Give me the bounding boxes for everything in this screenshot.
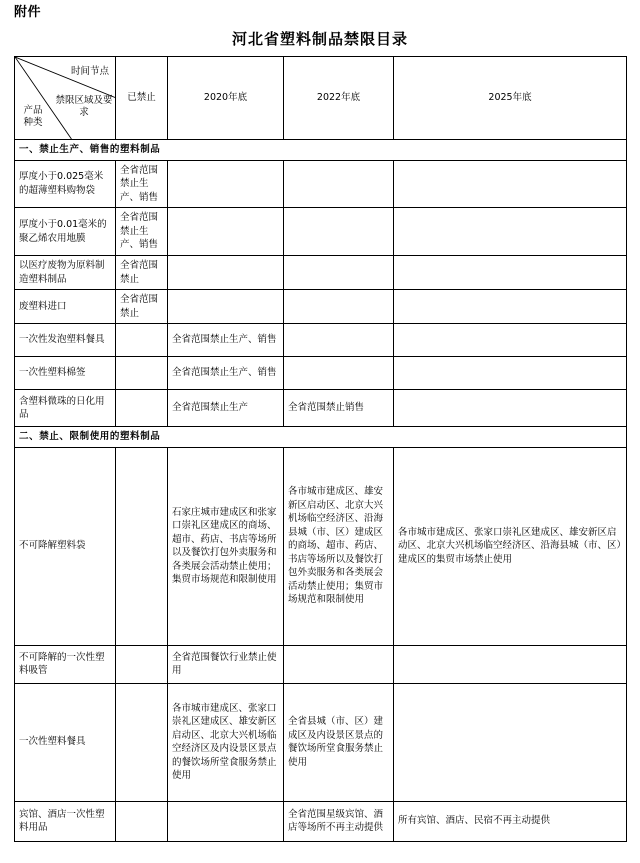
corner-header-cell — [15, 57, 116, 140]
cell-2020 — [168, 256, 284, 290]
cell-2022 — [284, 357, 394, 390]
table-row — [15, 160, 627, 208]
cell-banned — [116, 390, 168, 427]
column-header-2022: 2022年底 — [284, 57, 394, 140]
product-name: 一次性发泡塑料餐具 — [15, 324, 116, 357]
cell-2022: 全省范围星级宾馆、酒店等场所不再主动提供 — [284, 801, 394, 841]
plastic-restriction-table — [14, 56, 627, 842]
cell-2022: 全省县城（市、区）建成区及内设景区景点的餐饮场所堂食服务禁止使用 — [284, 683, 394, 801]
table-row — [15, 290, 627, 324]
cell-2020 — [168, 160, 284, 208]
cell-2022 — [284, 208, 394, 256]
cell-2020: 石家庄城市建成区和张家口崇礼区建成区的商场、超市、药店、书店等场所以及餐饮打包外卖服务和各类展会活动禁止使用；集贸市场规范和限制使用 — [168, 447, 284, 645]
section-heading-row — [15, 427, 627, 448]
cell-2022 — [284, 290, 394, 324]
cell-2022 — [284, 256, 394, 290]
cell-2022: 全省范围禁止销售 — [284, 390, 394, 427]
cell-2022 — [284, 645, 394, 683]
cell-2022: 各市城市建成区、雄安新区启动区、北京大兴机场临空经济区、沿海县城（市、区）建成区的商场、超市、药店、书店等场所以及餐饮打包外卖服务和各类展会活动禁止使用；集贸市场规范和限制使用 — [284, 447, 394, 645]
section-1-heading: 一、禁止生产、销售的塑料制品 — [15, 140, 627, 161]
table-row — [15, 645, 627, 683]
section-heading-row — [15, 140, 627, 161]
cell-2022 — [284, 324, 394, 357]
product-name: 含塑料微珠的日化用品 — [15, 390, 116, 427]
column-header-2025: 2025年底 — [394, 57, 627, 140]
product-name: 不可降解塑料袋 — [15, 447, 116, 645]
cell-2020: 各市城市建成区、张家口崇礼区建成区、雄安新区启动区、北京大兴机场临空经济区及内设景区景点的餐饮场所堂食服务禁止使用 — [168, 683, 284, 801]
cell-banned — [116, 324, 168, 357]
product-name: 一次性塑料餐具 — [15, 683, 116, 801]
cell-banned: 全省范围禁止生产、销售 — [116, 160, 168, 208]
table-row — [15, 357, 627, 390]
column-header-banned: 已禁止 — [116, 57, 168, 140]
attachment-label: 附件 — [14, 5, 42, 20]
cell-2020: 全省范围禁止生产、销售 — [168, 324, 284, 357]
section-2-heading: 二、禁止、限制使用的塑料制品 — [15, 427, 627, 448]
document-title: 河北省塑料制品禁限目录 — [231, 30, 408, 48]
cell-2025 — [394, 357, 627, 390]
table-row — [15, 390, 627, 427]
corner-label-time-node: 时间节点 — [70, 66, 109, 77]
table-row — [15, 801, 627, 841]
cell-2020: 全省范围禁止生产 — [168, 390, 284, 427]
cell-2025 — [394, 208, 627, 256]
table-row — [15, 256, 627, 290]
cell-2025: 所有宾馆、酒店、民宿不再主动提供 — [394, 801, 627, 841]
product-name: 一次性塑料棉签 — [15, 357, 116, 390]
table-row — [15, 324, 627, 357]
cell-banned: 全省范围禁止 — [116, 290, 168, 324]
cell-banned — [116, 447, 168, 645]
cell-2025 — [394, 390, 627, 427]
cell-2025 — [394, 290, 627, 324]
cell-2025 — [394, 256, 627, 290]
corner-label-product-type: 产品种类 — [23, 105, 43, 128]
cell-banned — [116, 801, 168, 841]
table-row — [15, 208, 627, 256]
cell-2020: 全省范围餐饮行业禁止使用 — [168, 645, 284, 683]
cell-banned: 全省范围禁止生产、销售 — [116, 208, 168, 256]
cell-banned — [116, 357, 168, 390]
product-name: 不可降解的一次性塑料吸管 — [15, 645, 116, 683]
cell-2025 — [394, 683, 627, 801]
cell-banned — [116, 645, 168, 683]
table-header-row — [15, 57, 627, 140]
cell-2020 — [168, 801, 284, 841]
product-name: 宾馆、酒店一次性塑料用品 — [15, 801, 116, 841]
cell-2025: 各市城市建成区、张家口崇礼区建成区、雄安新区启动区、北京大兴机场临空经济区、沿海县城（市、区）建成区的集贸市场禁止使用 — [394, 447, 627, 645]
cell-2025 — [394, 324, 627, 357]
table-row — [15, 683, 627, 801]
cell-2020: 全省范围禁止生产、销售 — [168, 357, 284, 390]
cell-2022 — [284, 160, 394, 208]
cell-banned — [116, 683, 168, 801]
product-name: 厚度小于0.025毫米的超薄塑料购物袋 — [15, 160, 116, 208]
product-name: 厚度小于0.01毫米的聚乙烯农用地膜 — [15, 208, 116, 256]
column-header-2020: 2020年底 — [168, 57, 284, 140]
cell-2020 — [168, 290, 284, 324]
cell-banned: 全省范围禁止 — [116, 256, 168, 290]
product-name: 废塑料进口 — [15, 290, 116, 324]
corner-label-zone-requirement: 禁限区域及要求 — [55, 95, 113, 118]
cell-2020 — [168, 208, 284, 256]
cell-2025 — [394, 645, 627, 683]
cell-2025 — [394, 160, 627, 208]
table-row — [15, 447, 627, 645]
product-name: 以医疗废物为原料制造塑料制品 — [15, 256, 116, 290]
